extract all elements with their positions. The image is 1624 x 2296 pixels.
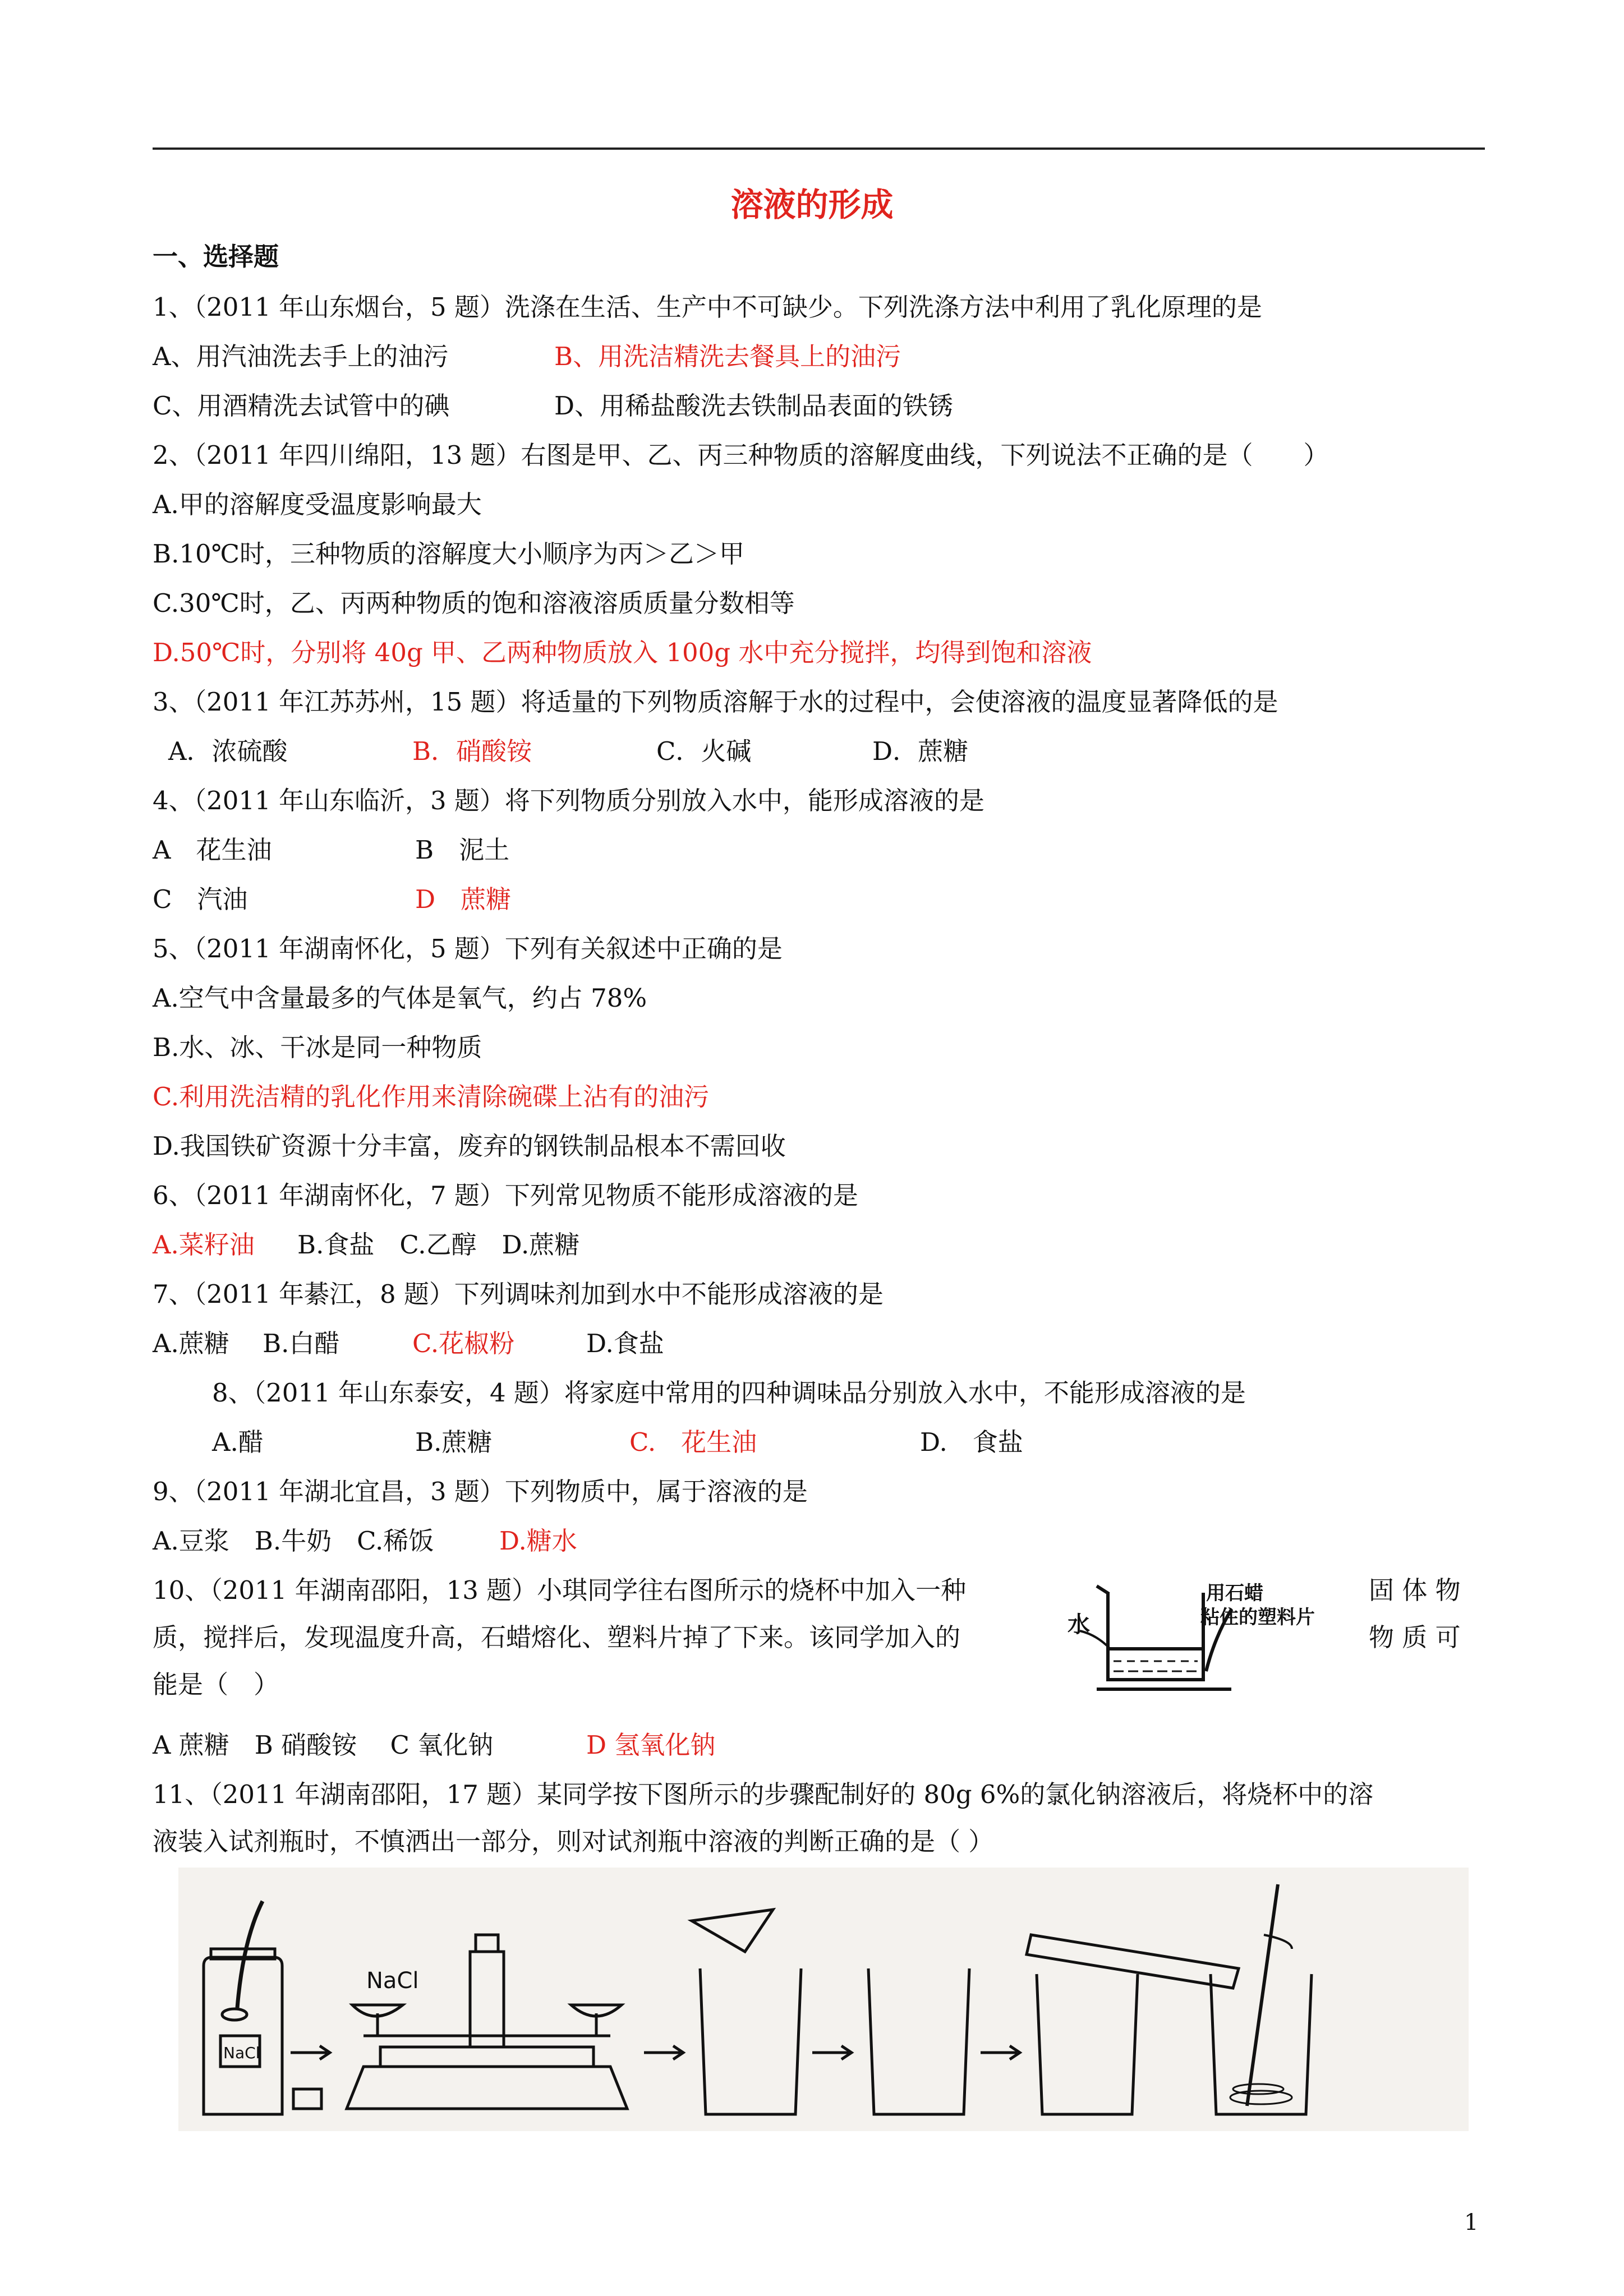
question-8-option-c: C. 花生油 — [629, 1427, 757, 1457]
jar-nacl-label: NaCl — [223, 2044, 260, 2062]
question-10-line-2-right: 物 质 可 — [1369, 1622, 1461, 1652]
page-title: 溶液的形成 — [730, 186, 894, 224]
question-9-options-abc: A.豆浆 B.牛奶 C.稀饭 — [153, 1526, 434, 1556]
question-11-line-1: 11、（2011 年湖南邵阳，17 题）某同学按下图所示的步骤配制好的 80g 6%的氯化钠溶液后，将烧杯中的溶 — [153, 1779, 1374, 1809]
question-9-option-d: D.糖水 — [499, 1526, 577, 1556]
question-3-option-a: A．浓硫酸 — [168, 736, 288, 766]
question-10-line-2: 质，搅拌后，发现温度升高，石蜡熔化、塑料片掉了下来。该同学加入的 — [153, 1622, 961, 1652]
question-11-line-2: 液装入试剂瓶时，不慎洒出一部分，则对试剂瓶中溶液的判断正确的是（ ） — [153, 1827, 994, 1856]
beaker-figure — [1063, 1565, 1360, 1705]
question-7-stem: 7、（2011 年綦江，8 题）下列调味剂加到水中不能形成溶液的是 — [153, 1279, 884, 1309]
question-2-stem: 2、（2011 年四川绵阳，13 题）右图是甲、乙、丙三种物质的溶解度曲线，下列说法不正确的是（ ） — [153, 440, 1329, 470]
beaker-water-label: 水 — [1068, 1612, 1090, 1638]
question-5-option-b: B.水、冰、干冰是同一种物质 — [153, 1032, 482, 1062]
question-5-stem: 5、（2011 年湖南怀化，5 题）下列有关叙述中正确的是 — [153, 934, 783, 963]
question-5-option-a: A.空气中含量最多的气体是氧气，约占 78% — [153, 983, 647, 1013]
question-8-option-b: B.蔗糖 — [415, 1427, 493, 1457]
question-3-option-c: C．火碱 — [656, 736, 752, 766]
solution-preparation-figure — [178, 1868, 1469, 2131]
beaker-wax-label: 用石蜡 — [1206, 1582, 1263, 1605]
question-4-option-d: D 蔗糖 — [415, 884, 512, 914]
question-6-stem: 6、（2011 年湖南怀化，7 题）下列常见物质不能形成溶液的是 — [153, 1181, 858, 1210]
question-1-option-c: C、用酒精洗去试管中的碘 — [153, 391, 450, 421]
question-1-option-a: A、用汽油洗去手上的油污 — [153, 342, 449, 371]
question-1-option-d: D、用稀盐酸洗去铁制品表面的铁锈 — [554, 391, 954, 421]
question-7-option-c: C.花椒粉 — [412, 1329, 515, 1358]
question-3-option-b: B．硝酸铵 — [412, 736, 532, 766]
question-3-stem: 3、（2011 年江苏苏州，15 题）将适量的下列物质溶解于水的过程中，会使溶液的温度显著降低的是 — [153, 687, 1278, 717]
question-10-line-1-right: 固 体 物 — [1369, 1575, 1461, 1605]
question-10-line-1: 10、（2011 年湖南邵阳，13 题）小琪同学往右图所示的烧杯中加入一种 — [153, 1575, 967, 1605]
question-4-stem: 4、（2011 年山东临沂，3 题）将下列物质分别放入水中，能形成溶液的是 — [153, 786, 984, 815]
question-7-options-ab: A.蔗糖 B.白醋 — [153, 1329, 340, 1358]
question-1-option-b: B、用洗洁精洗去餐具上的油污 — [554, 342, 901, 371]
question-2-option-d: D.50℃时，分别将 40g 甲、乙两种物质放入 100g 水中充分搅拌，均得到饱和溶液 — [153, 638, 1092, 667]
question-4-option-b: B 泥土 — [415, 835, 510, 865]
question-8-option-d: D. 食盐 — [920, 1427, 1023, 1457]
question-10-options-abc: A 蔗糖 B 硝酸铵 C 氧化钠 — [153, 1730, 494, 1760]
question-6-option-a: A.菜籽油 — [153, 1230, 255, 1260]
question-2-option-c: C.30℃时，乙、丙两种物质的饱和溶液溶质质量分数相等 — [153, 588, 795, 618]
header-rule — [153, 147, 1485, 150]
question-7-option-d: D.食盐 — [586, 1329, 664, 1358]
question-6-options-rest: B.食盐 C.乙醇 D.蔗糖 — [297, 1230, 580, 1260]
question-2-option-a: A.甲的溶解度受温度影响最大 — [153, 490, 482, 519]
question-8-stem: 8、（2011 年山东泰安，4 题）将家庭中常用的四种调味品分别放入水中，不能形成溶液的是 — [212, 1378, 1246, 1408]
question-2-option-b: B.10℃时，三种物质的溶解度大小顺序为丙＞乙＞甲 — [153, 539, 744, 569]
beaker-plastic-label: 粘住的塑料片 — [1200, 1606, 1315, 1629]
question-4-option-c: C 汽油 — [153, 884, 248, 914]
question-1-stem: 1、（2011 年山东烟台，5 题）洗涤在生活、生产中不可缺少。下列洗涤方法中利用了乳化原理的是 — [153, 292, 1262, 322]
question-8-option-a: A.醋 — [212, 1427, 264, 1457]
question-10-option-d: D 氢氧化钠 — [586, 1730, 716, 1760]
section-heading: 一、选择题 — [153, 242, 279, 271]
question-4-option-a: A 花生油 — [153, 835, 272, 865]
page-number: 1 — [1464, 2210, 1479, 2235]
question-9-stem: 9、（2011 年湖北宜昌，3 题）下列物质中，属于溶液的是 — [153, 1477, 808, 1506]
balance-nacl-label: NaCl — [366, 1968, 419, 1994]
question-5-option-c: C.利用洗洁精的乳化作用来清除碗碟上沾有的油污 — [153, 1082, 710, 1112]
question-10-line-3: 能是（ ） — [153, 1670, 279, 1699]
question-5-option-d: D.我国铁矿资源十分丰富，废弃的钢铁制品根本不需回收 — [153, 1131, 786, 1161]
question-3-option-d: D．蔗糖 — [872, 736, 969, 766]
